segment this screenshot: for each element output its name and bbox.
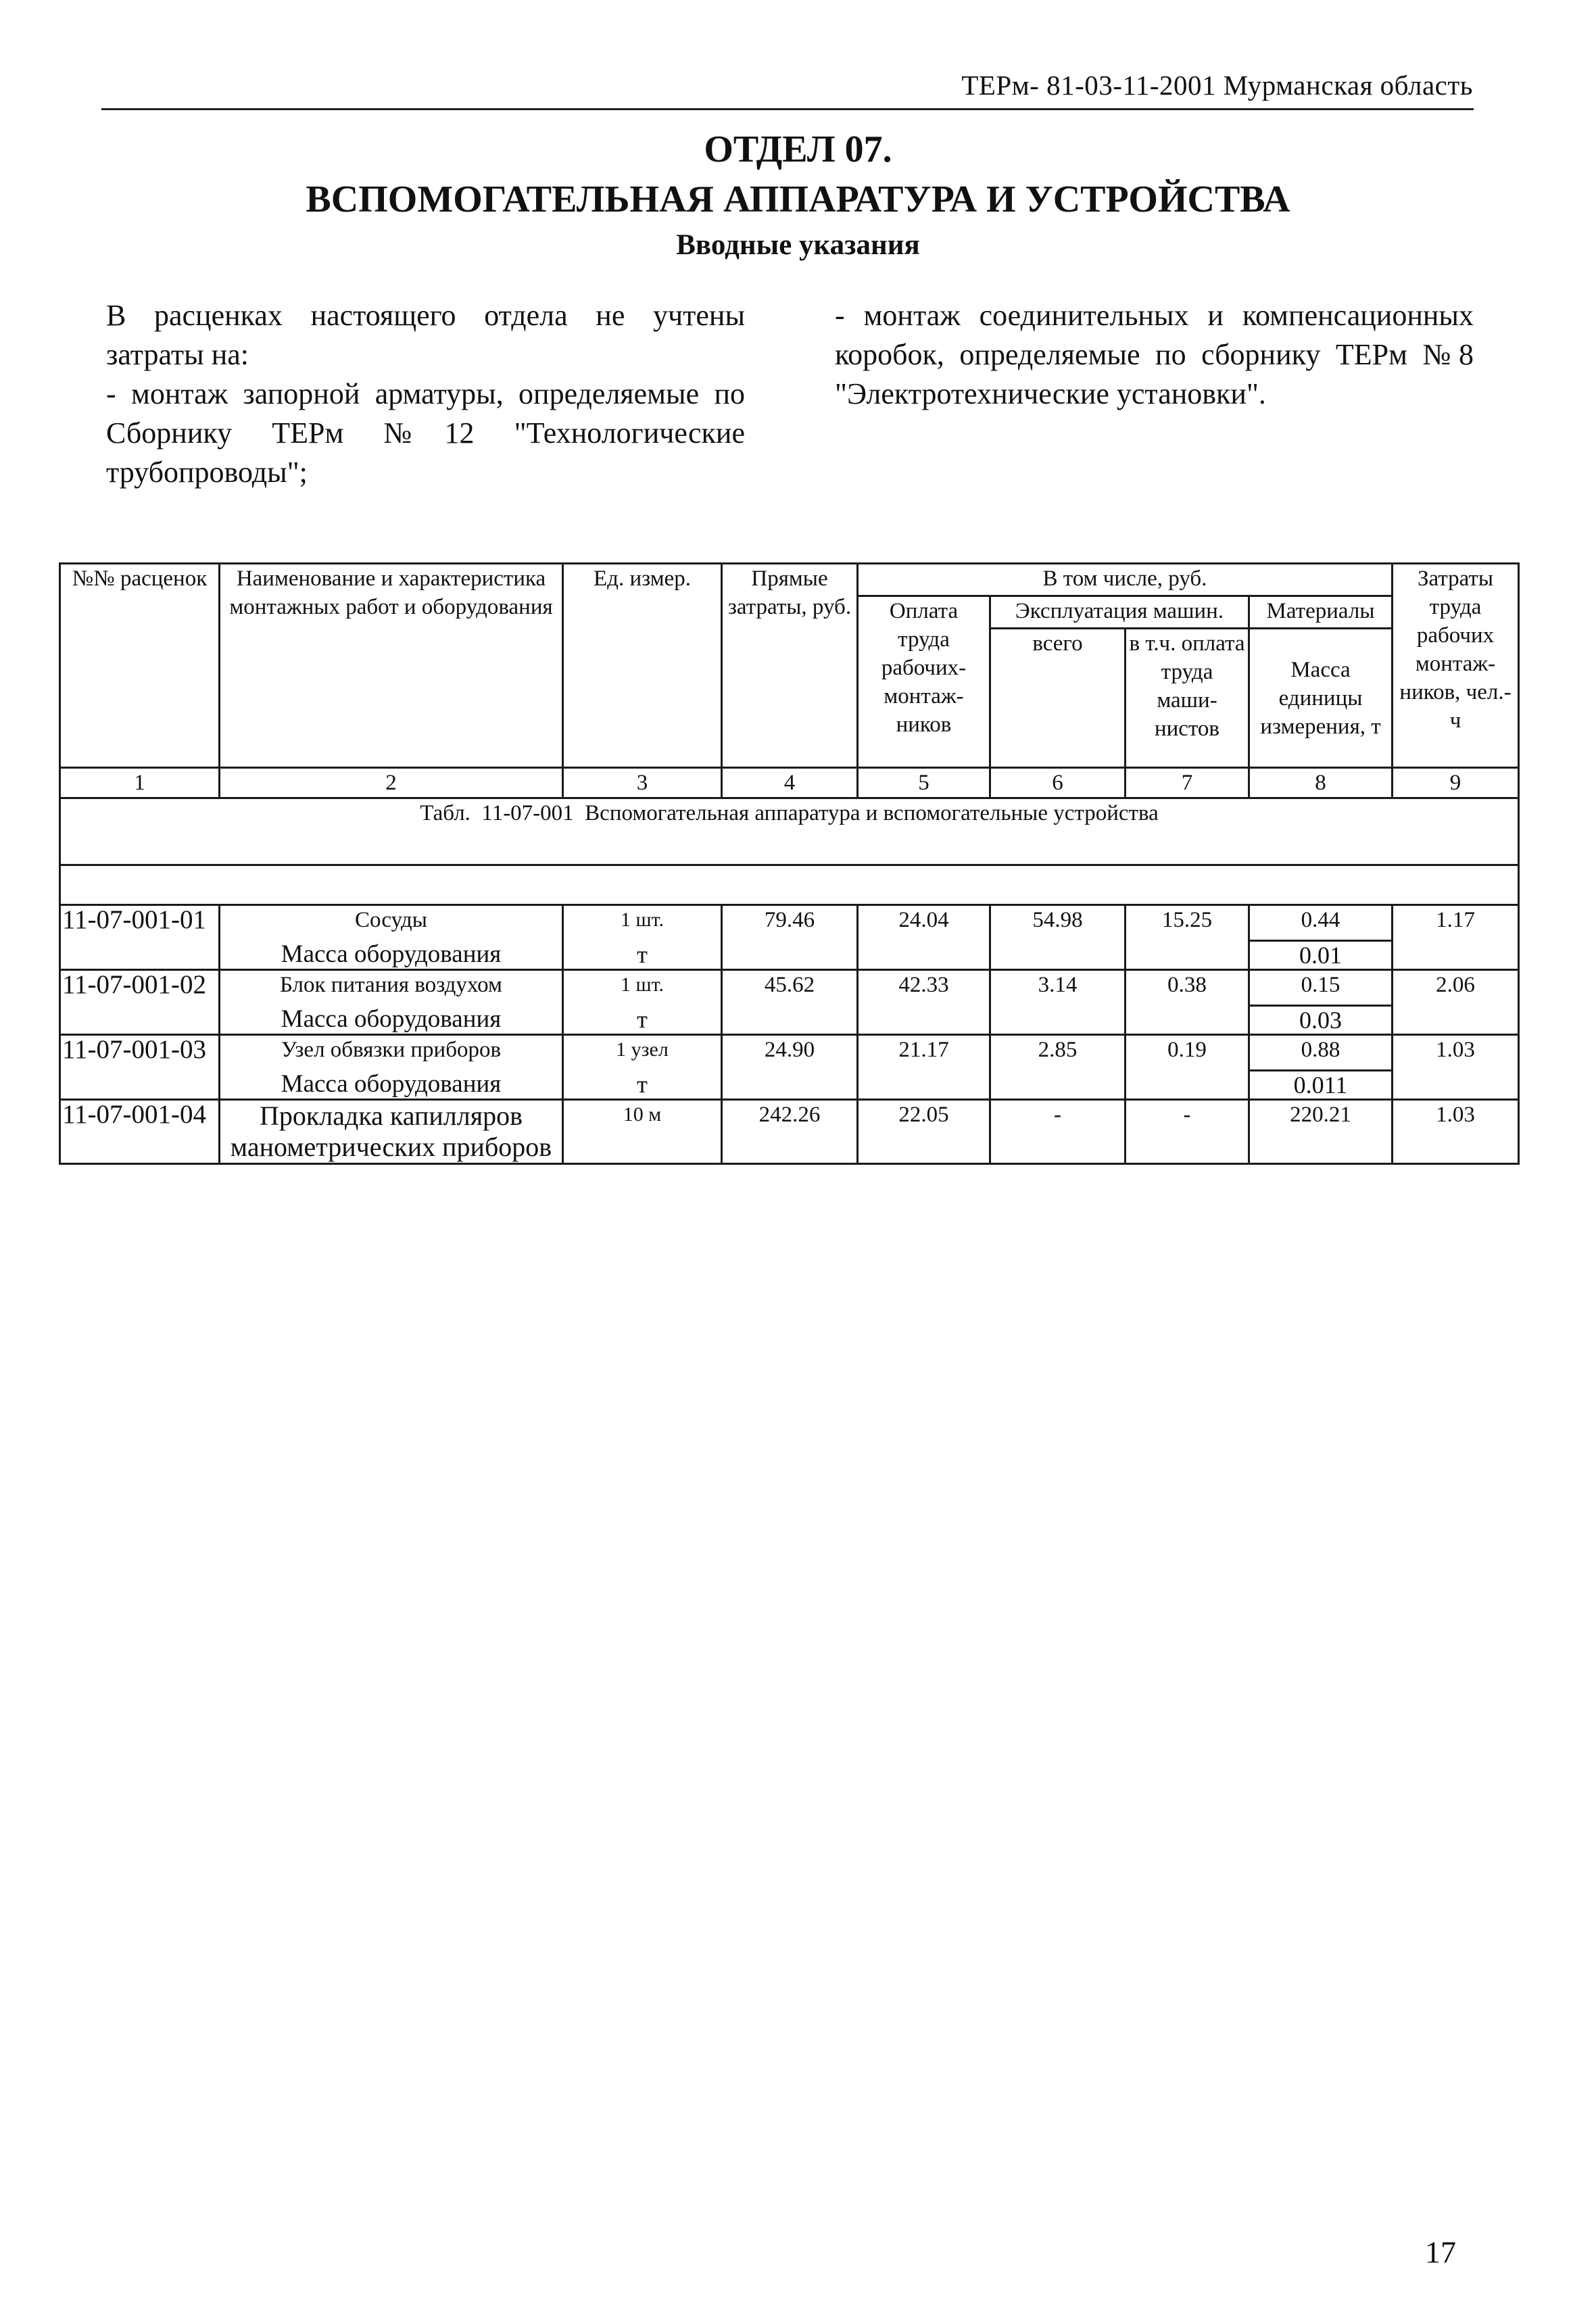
- worker-pay: 42.33: [858, 970, 990, 1035]
- header-rule: [101, 108, 1474, 110]
- mass-unit: т: [563, 941, 722, 970]
- column-numbers-row: [60, 768, 1519, 798]
- header-including-group: В том числе, руб.: [858, 564, 1393, 596]
- equipment-mass: 0.01: [1249, 941, 1393, 970]
- table-row: [60, 970, 1519, 1006]
- materials: 220.21: [1249, 1100, 1393, 1164]
- department-heading: ОТДЕЛ 07.: [704, 128, 892, 170]
- machines-total: -: [990, 1100, 1126, 1164]
- rate-code: 11-07-001-01: [60, 905, 220, 970]
- work-name: Сосуды: [220, 905, 563, 941]
- header-name: Наименование и характеристика монтажных работ и оборудования: [220, 564, 563, 768]
- header-direct-costs: Прямые затраты, руб.: [722, 564, 858, 768]
- header-unit-mass: Масса единицы измерения, т: [1249, 629, 1393, 768]
- direct-costs: 45.62: [722, 970, 858, 1035]
- unit: 1 шт.: [563, 905, 722, 941]
- materials: 0.88: [1249, 1035, 1393, 1071]
- column-number: 4: [722, 768, 858, 798]
- column-number: 8: [1249, 768, 1393, 798]
- work-name: Блок питания воздухом: [220, 970, 563, 1006]
- materials: 0.44: [1249, 905, 1393, 941]
- header-code: №№ расценок: [60, 564, 220, 768]
- header-materials: Материалы: [1249, 596, 1393, 629]
- labor-hours: 2.06: [1393, 970, 1519, 1035]
- labor-hours: 1.03: [1393, 1035, 1519, 1100]
- column-number: 3: [563, 768, 722, 798]
- unit: 10 м: [563, 1100, 722, 1164]
- rate-code: 11-07-001-02: [60, 970, 220, 1035]
- intro-left-column: [106, 296, 745, 492]
- header-operator-pay: в т.ч. оплата труда маши-нистов: [1126, 629, 1249, 768]
- machines-total: 3.14: [990, 970, 1126, 1035]
- department-name: ВСПОМОГАТЕЛЬНАЯ АППАРАТУРА И УСТРОЙСТВА: [306, 178, 1290, 220]
- intro-paragraph: - монтаж запорной арматуры, определяемые по Сборнику ТЕРм №12 "Технологические трубопроводы";: [106, 377, 745, 489]
- mass-unit: т: [563, 1006, 722, 1035]
- machines-total: 2.85: [990, 1035, 1126, 1100]
- work-name: [220, 1100, 563, 1164]
- mass-label: Масса оборудования: [220, 941, 563, 970]
- work-name: Узел обвязки приборов: [220, 1035, 563, 1071]
- direct-costs: 79.46: [722, 905, 858, 970]
- unit: 1 шт.: [563, 970, 722, 1006]
- mass-label: Масса оборудования: [220, 1071, 563, 1100]
- table-row: [60, 1100, 1519, 1164]
- machines-total: 54.98: [990, 905, 1126, 970]
- column-number: 5: [858, 768, 990, 798]
- rates-table: [59, 562, 1520, 1165]
- worker-pay: 21.17: [858, 1035, 990, 1100]
- header-machines: Эксплуатация машин.: [990, 596, 1249, 629]
- operator-pay: 15.25: [1126, 905, 1249, 970]
- title-block: [0, 125, 1596, 266]
- intro-right-column: [835, 296, 1474, 414]
- operator-pay: 0.38: [1126, 970, 1249, 1035]
- labor-hours: 1.17: [1393, 905, 1519, 970]
- work-name-line: Прокладка капилляров: [259, 1101, 523, 1131]
- direct-costs: 242.26: [722, 1100, 858, 1164]
- worker-pay: 22.05: [858, 1100, 990, 1164]
- table-section-title-text: Табл. 11-07-001 Вспомогательная аппаратура и вспомогательные устройства: [420, 801, 1159, 825]
- equipment-mass: 0.011: [1249, 1071, 1393, 1100]
- direct-costs: 24.90: [722, 1035, 858, 1100]
- intro-paragraph: - монтаж соединительных и компенсационных коробок, определяемые по сборнику ТЕРм №8 "Электротехнические установки".: [835, 299, 1474, 410]
- column-number: 9: [1393, 768, 1519, 798]
- document-header-title: ТЕРм- 81-03-11-2001 Мурманская область: [961, 70, 1473, 101]
- rate-code: 11-07-001-04: [60, 1100, 220, 1164]
- column-number: 1: [60, 768, 220, 798]
- rate-code: 11-07-001-03: [60, 1035, 220, 1100]
- column-number: 6: [990, 768, 1126, 798]
- mass-unit: т: [563, 1071, 722, 1100]
- header-machines-total: всего: [990, 629, 1126, 768]
- operator-pay: -: [1126, 1100, 1249, 1164]
- table-section-title: [60, 798, 1519, 865]
- header-unit: Ед. измер.: [563, 564, 722, 768]
- header-worker-pay: Оплата труда рабочих-монтаж-ников: [858, 596, 990, 768]
- table-row: [60, 1035, 1519, 1071]
- blank-row: [60, 865, 1519, 905]
- column-number: 2: [220, 768, 563, 798]
- page-number: 17: [1425, 2235, 1456, 2269]
- intro-paragraph: В расценках настоящего отдела не учтены затраты на:: [106, 299, 745, 371]
- work-name-line: манометрических приборов: [230, 1132, 552, 1162]
- labor-hours: 1.03: [1393, 1100, 1519, 1164]
- worker-pay: 24.04: [858, 905, 990, 970]
- operator-pay: 0.19: [1126, 1035, 1249, 1100]
- materials: 0.15: [1249, 970, 1393, 1006]
- table-row: [60, 905, 1519, 941]
- equipment-mass: 0.03: [1249, 1006, 1393, 1035]
- column-number: 7: [1126, 768, 1249, 798]
- section-subtitle: Вводные указания: [676, 229, 920, 261]
- unit: 1 узел: [563, 1035, 722, 1071]
- header-labor-hours: Затраты труда рабочих монтаж-ников, чел.-ч: [1393, 564, 1519, 768]
- mass-label: Масса оборудования: [220, 1006, 563, 1035]
